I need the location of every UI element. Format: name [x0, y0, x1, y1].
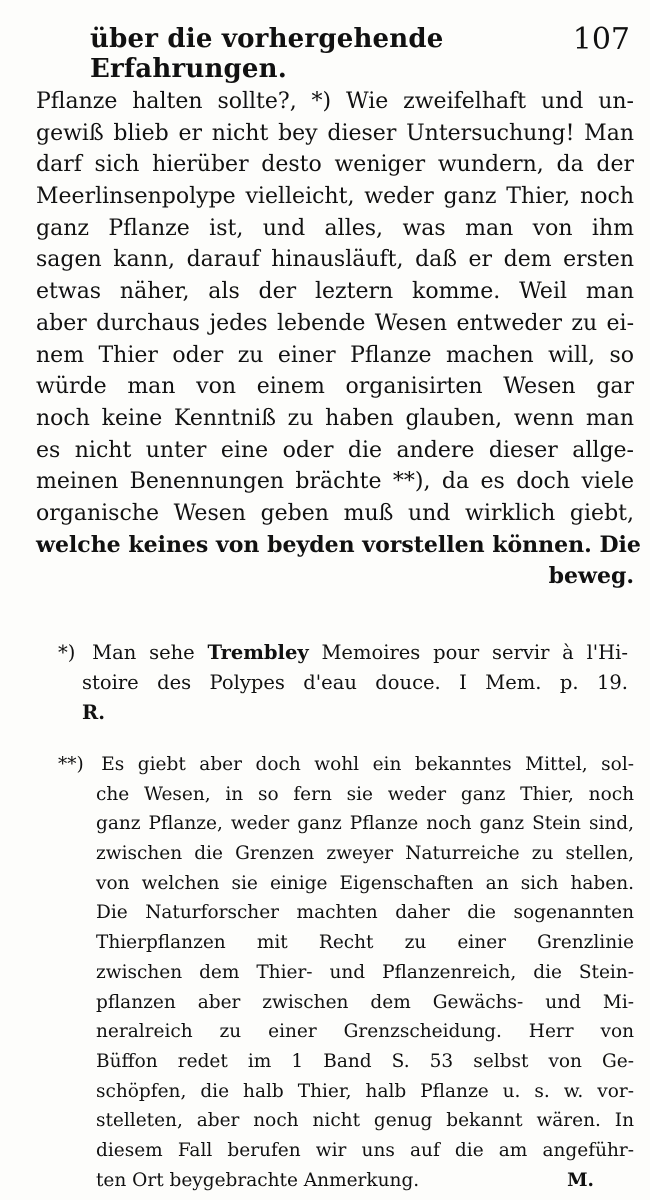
- text-line: gewiß blieb er nicht bey dieser Untersuchung! Man: [36, 120, 634, 146]
- text-line: sagen kann, darauf hinausläuft, daß er dem ersten: [36, 247, 634, 273]
- footnote-line: ganz Pflanze, weder ganz Pflanze noch ganz Stein sind,: [96, 813, 634, 835]
- footnote-text: Memoires pour servir à l'Hi-: [321, 641, 629, 664]
- footnote-line: [58, 1166, 634, 1196]
- footnote-line: Thierpflanzen mit Recht zu einer Grenzlinie: [96, 932, 634, 954]
- footnote-line: zwischen die Grenzen zweyer Naturreiche zu stellen,: [96, 843, 634, 865]
- footnote-line: zwischen dem Thier- und Pflanzenreich, die Stein-: [96, 961, 634, 983]
- text-line: darf sich hierüber desto weniger wundern, da der: [36, 152, 634, 178]
- footnote-text: Man sehe: [92, 641, 195, 664]
- text-line: etwas näher, als der leztern komme. Weil man: [36, 279, 634, 305]
- catchword: beweg.: [548, 563, 634, 590]
- footnote-line: Büffon redet im 1 Band S. 53 selbst von Ge-: [96, 1050, 634, 1072]
- page-header: [70, 18, 630, 84]
- text-line: welche keines von beyden vorstellen können. Die: [36, 531, 641, 558]
- text-line: ganz Pflanze ist, und alles, was man von ihm: [36, 215, 634, 241]
- text-line: Pflanze halten sollte?, *) Wie zweifelhaft und un-: [36, 89, 634, 114]
- text-line: aber durchaus jedes lebende Wesen entweder zu ei-: [36, 310, 634, 336]
- footnote-2: [58, 750, 634, 1195]
- footnote-line: diesem Fall berufen wir uns auf die am angeführ-: [96, 1139, 634, 1161]
- text-line: nem Thier oder zu einer Pflanze machen will, so: [36, 342, 634, 368]
- footnote-line: [58, 638, 628, 668]
- footnote-line: neralreich zu einer Grenzscheidung. Herr von: [96, 1021, 634, 1043]
- text-line: würde man von einem organisirten Wesen gar: [36, 374, 634, 400]
- text-line: noch keine Kenntniß zu haben glauben, wenn man: [36, 405, 634, 431]
- footnote-marker: **): [58, 754, 84, 775]
- footnote-line: von welchen sie einige Eigenschaften an sich haben.: [96, 872, 634, 894]
- text-line: meinen Benennungen brächte **), da es doch viele: [36, 469, 634, 495]
- footnote-line: che Wesen, in so fern sie weder ganz Thier, noch: [96, 783, 634, 805]
- footnote-marker: *): [58, 641, 76, 664]
- text-line: es nicht unter eine oder die andere dieser allge-: [36, 437, 634, 463]
- footnote-line: [58, 750, 634, 780]
- page-number: 107: [572, 22, 630, 57]
- footnote-line: stelleten, aber noch nicht genug bekannt wären. In: [96, 1110, 634, 1132]
- footnote-line: pflanzen aber zwischen dem Gewächs- und Mi-: [96, 991, 634, 1013]
- text-line: Meerlinsenpolype vielleicht, weder ganz Thier, noch: [36, 184, 634, 210]
- footnote-1: [58, 638, 628, 728]
- cited-author: Trembley: [207, 641, 309, 664]
- signature: M.: [567, 1169, 594, 1191]
- text-line: organische Wesen geben muß und wirklich giebt,: [36, 500, 634, 526]
- main-text: [36, 86, 641, 593]
- footnote-line: schöpfen, die halb Thier, halb Pflanze u. s. w. vor-: [96, 1080, 634, 1102]
- footnote-line: stoire des Polypes d'eau douce. I Mem. p. 19.: [82, 671, 628, 694]
- footnote-line: R.: [82, 701, 105, 724]
- footnote-line: Die Naturforscher machten daher die sogenannten: [96, 902, 634, 924]
- footnote-text: ten Ort beygebrachte Anmerkung.: [96, 1169, 420, 1191]
- footnote-text: Es giebt aber doch wohl ein bekanntes Mittel, sol-: [101, 754, 634, 775]
- running-head: über die vorhergehende Erfahrungen.: [90, 24, 444, 84]
